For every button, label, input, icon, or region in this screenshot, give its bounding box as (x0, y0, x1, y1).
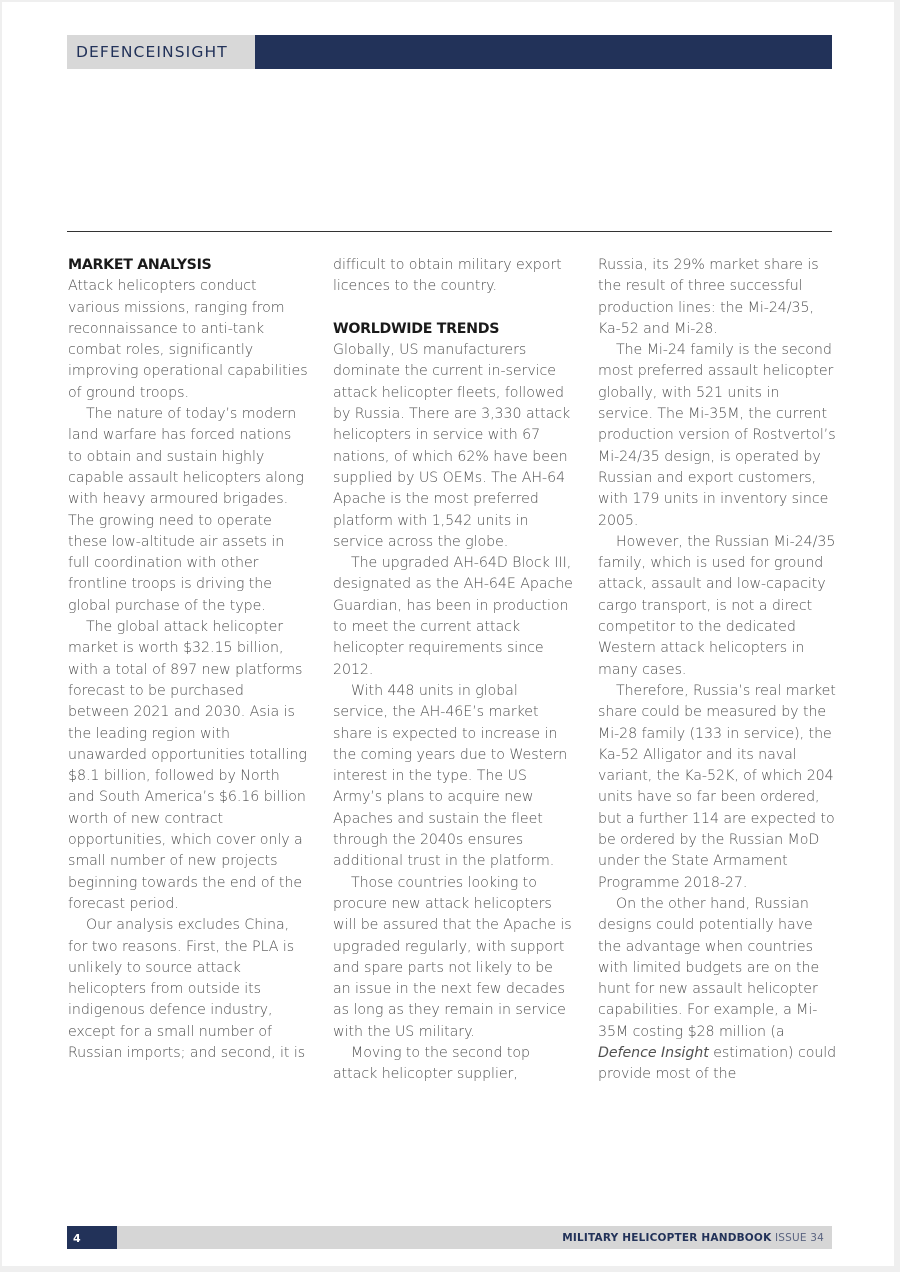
brand-name-part1: DEFENCE (76, 43, 157, 61)
brand-logo (67, 35, 255, 69)
article-body (68, 255, 837, 1200)
column-2 (333, 255, 573, 1086)
paragraph-continued: Russia, its 29% market share is the result of three successful production lines: the Mi-24/35, Ka-52 and Mi-28. (598, 257, 819, 337)
column-3 (598, 255, 838, 1086)
section-divider (67, 231, 832, 232)
page-number: 4 (67, 1226, 117, 1249)
page-footer (67, 1226, 832, 1249)
column-1 (68, 255, 308, 1064)
publication-name-italic: Defence Insight (598, 1044, 709, 1061)
spacer (333, 298, 573, 319)
publication-title: MILITARY HELICOPTER HANDBOOK (562, 1232, 772, 1244)
paragraph: Attack helicopters conduct various missions, ranging from reconnaissance to anti-tank combat roles, significantly improving operational capabilities of ground troops. (68, 278, 308, 401)
section-heading-market-analysis: MARKET ANALYSIS (68, 257, 212, 273)
paragraph-continued: difficult to obtain military export licences to the country. (333, 257, 562, 295)
paragraph-text: estimation) could provide most of the (598, 1044, 837, 1083)
document-page (2, 2, 894, 1266)
paragraph: The global attack helicopter market is worth $32.15 billion, with a total of 897 new platforms forecast to be purchased between 2021 and 2030. Asia is the leading region with unawarded opportunities totalling $8.1 billion, followed by North and South America’s $6.16 billion worth of new contract opportunities, which cover only a small number of new projects beginning towards the end of the forecast period. (68, 619, 307, 912)
paragraph: Globally, US manufacturers dominate the current in-service attack helicopter fleets, followed by Russia. There are 3,330 attack helicopters in service with 67 nations, of which 62% have been supplied by US OEMs. The AH-64 Apache is the most preferred platform with 1,542 units in service across the globe. (333, 342, 571, 550)
paragraph: Those countries looking to procure new attack helicopters will be assured that the Apache is upgraded regularly, with support and spare parts not likely to be an issue in the next few decades as long as they remain in service with the US military. (333, 874, 572, 1040)
paragraph: The nature of today’s modern land warfare has forced nations to obtain and sustain highly capable assault helicopters along with heavy armoured brigades. The growing need to operate these low-altitude air assets in full coordination with other frontline troops is driving the global purchase of the type. (68, 406, 304, 614)
paragraph-text: On the other hand, Russian designs could potentially have the advantage when countries with limited budgets are on the hunt for new assault helicopter capabilities. For example, a Mi-35M costing $28 million (a (598, 895, 820, 1040)
paragraph: With 448 units in global service, the AH-46E’s market share is expected to increase in the coming years due to Western interest in the type. The US Army’s plans to acquire new Apaches and sustain the fleet through the 2040s ensures additional trust in the platform. (333, 682, 568, 870)
paragraph: The Mi-24 family is the second most preferred assault helicopter globally, with 521 units in service. The Mi-35M, the current production version of Rostvertol’s Mi-24/35 design, is operated by Russian and export customers, with 179 units in inventory since 2005. (598, 342, 836, 529)
brand-name-part2: INSIGHT (156, 43, 228, 61)
paragraph: Our analysis excludes China, for two reasons. First, the PLA is unlikely to source attack helicopters from outside its indigenous defence industry, except for a small number of Russian imports; and second, it is (68, 917, 306, 1061)
masthead-banner (67, 35, 832, 69)
issue-label: ISSUE 34 (774, 1232, 824, 1244)
section-heading-worldwide-trends: WORLDWIDE TRENDS (333, 320, 500, 337)
paragraph (598, 894, 838, 1086)
paragraph: Moving to the second top attack helicopter supplier, (333, 1044, 530, 1083)
paragraph: However, the Russian Mi-24/35 family, which is used for ground attack, assault and low-capacity cargo transport, is not a direct competitor to the dedicated Western attack helicopters in many cases. (598, 533, 836, 678)
paragraph: Therefore, Russia’s real market share could be measured by the Mi-28 family (133 in service), the Ka-52 Alligator and its naval variant, the Ka-52K, of which 204 units have so far been ordered, but a further 114 are expected to be ordered by the Russian MoD under the State Armament Programme 2018-27. (598, 682, 836, 891)
paragraph: The upgraded AH-64D Block III, designated as the AH-64E Apache Guardian, has been in production to meet the current attack helicopter requirements since 2012. (333, 555, 573, 678)
footer-publication (562, 1226, 824, 1249)
